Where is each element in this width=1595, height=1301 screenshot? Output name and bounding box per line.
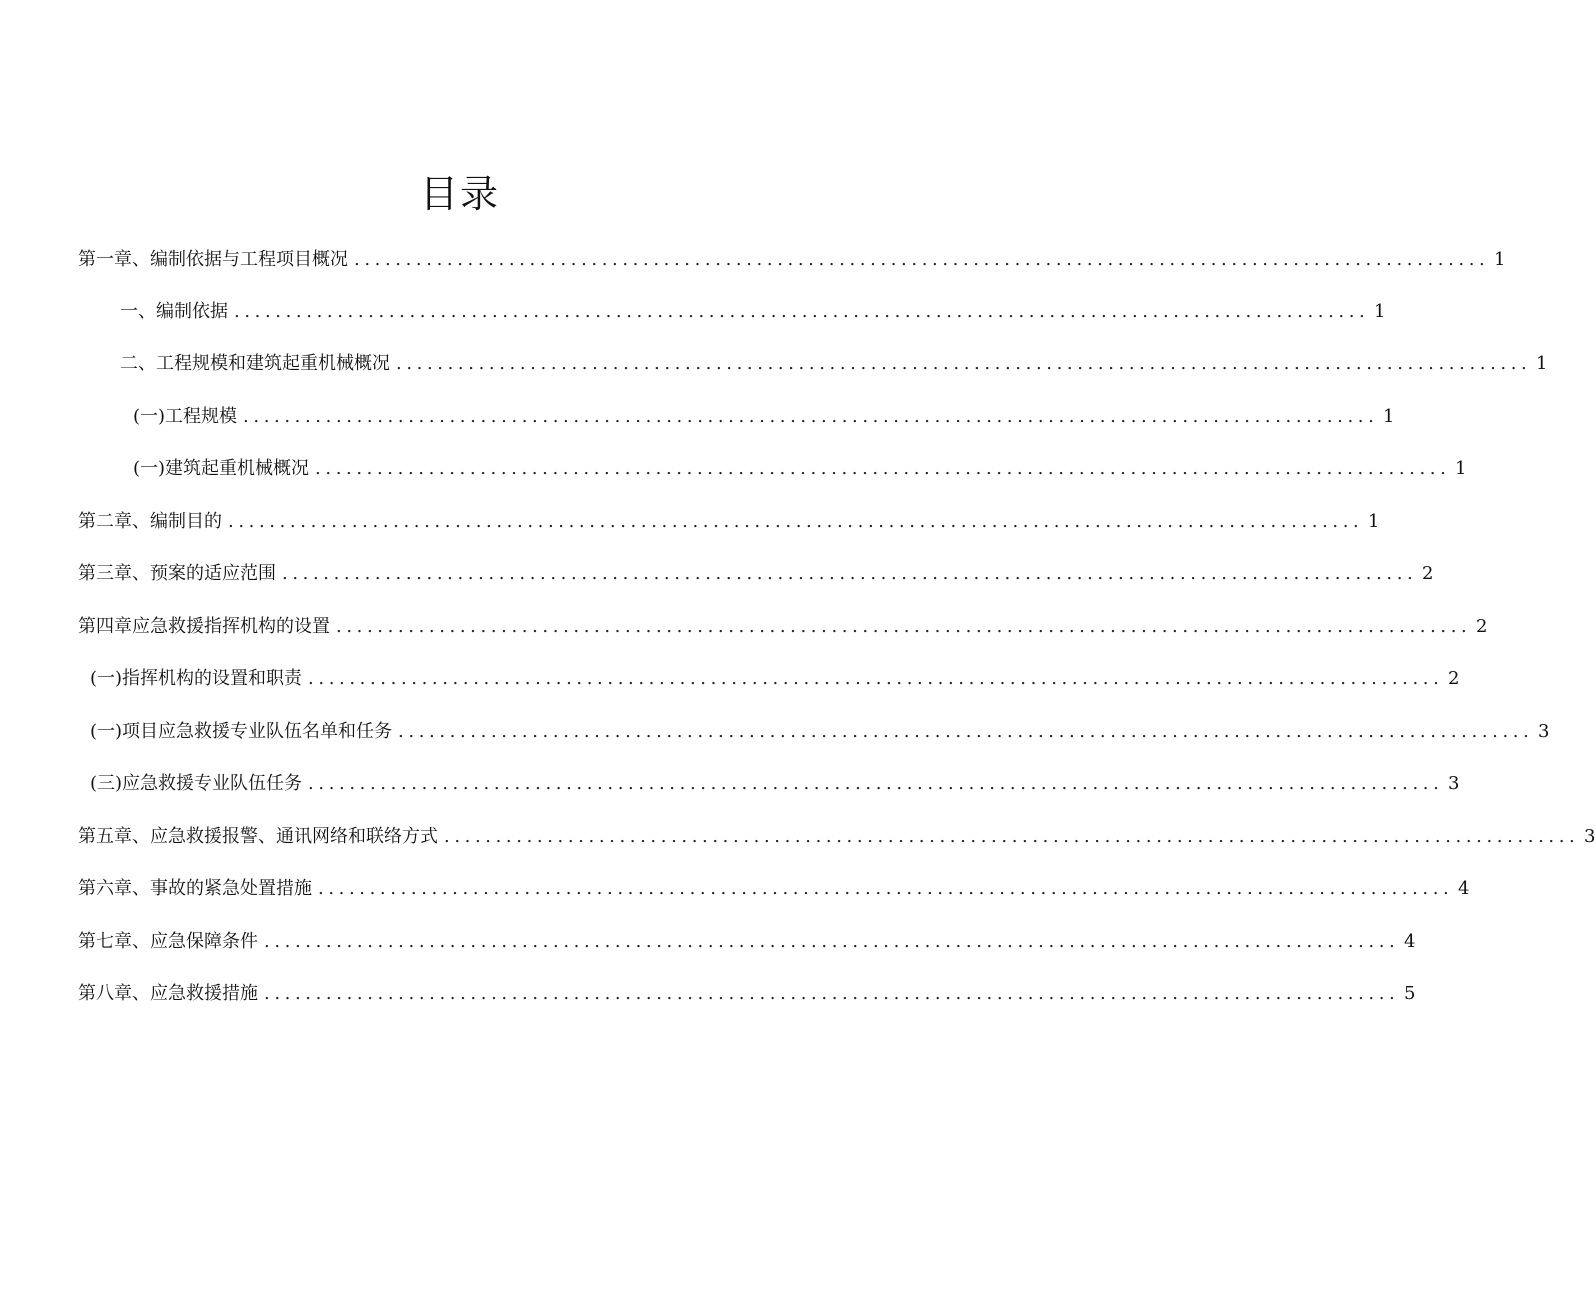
toc-entry-title: 第八章、应急救援措施 — [78, 983, 258, 1004]
toc-dot-leader: .............................................................................................................. — [398, 721, 1534, 742]
toc-page-number: 1 — [1493, 249, 1506, 270]
toc-entry-title: 二、工程规模和建筑起重机械概况 — [120, 353, 390, 374]
toc-dot-leader: .............................................................................................................. — [264, 931, 1400, 952]
toc-entry-title: 第五章、应急救援报警、通讯网络和联络方式 — [78, 826, 438, 847]
toc-page-number: 1 — [1367, 511, 1380, 532]
toc-page-number: 3 — [1537, 721, 1550, 742]
toc-entry-title: (一)指挥机构的设置和职责 — [90, 668, 303, 689]
toc-dot-leader: .............................................................................................................. — [444, 826, 1580, 847]
toc-entry-title: (一)工程规模 — [133, 406, 238, 427]
toc-entry-chapter-2[interactable] — [78, 507, 1380, 537]
toc-entry-title: 一、编制依据 — [120, 301, 228, 322]
toc-entry-title: 第三章、预案的适应范围 — [78, 563, 276, 584]
toc-entry-chapter-7[interactable] — [78, 927, 1416, 957]
toc-entry-chapter-4[interactable] — [78, 612, 1488, 642]
toc-page-number: 4 — [1457, 878, 1470, 899]
toc-dot-leader: .............................................................................................................. — [282, 563, 1418, 584]
toc-entry-chapter-8[interactable] — [78, 979, 1416, 1009]
toc-dot-leader: .............................................................................................................. — [264, 983, 1400, 1004]
toc-page-number: 1 — [1535, 353, 1548, 374]
toc-dot-leader: .............................................................................................................. — [354, 249, 1490, 270]
page-title: 目录 — [419, 172, 500, 216]
toc-page-number: 2 — [1421, 563, 1434, 584]
toc-entry-section-4-2[interactable] — [90, 717, 1550, 747]
toc-entry-subsection-1-2-2[interactable] — [133, 454, 1467, 484]
toc-dot-leader: .............................................................................................................. — [228, 511, 1364, 532]
toc-entry-chapter-3[interactable] — [78, 559, 1434, 589]
toc-entry-section-4-3[interactable] — [90, 769, 1460, 799]
toc-entry-title: (一)建筑起重机械概况 — [133, 458, 310, 479]
toc-page-number: 1 — [1382, 406, 1395, 427]
toc-dot-leader: .............................................................................................................. — [315, 458, 1451, 479]
toc-dot-leader: .............................................................................................................. — [396, 353, 1532, 374]
toc-dot-leader: .............................................................................................................. — [308, 773, 1444, 794]
toc-page-number: 2 — [1475, 616, 1488, 637]
toc-dot-leader: .............................................................................................................. — [308, 668, 1444, 689]
toc-dot-leader: .............................................................................................................. — [234, 301, 1370, 322]
toc-entry-title: 第四章应急救援指挥机构的设置 — [78, 616, 330, 637]
toc-entry-title: (三)应急救援专业队伍任务 — [90, 773, 303, 794]
toc-page-number: 1 — [1454, 458, 1467, 479]
toc-entry-chapter-1[interactable] — [78, 245, 1506, 275]
toc-entry-title: 第二章、编制目的 — [78, 511, 222, 532]
toc-page-number: 3 — [1447, 773, 1460, 794]
toc-page-number: 2 — [1447, 668, 1460, 689]
toc-page-number: 5 — [1403, 983, 1416, 1004]
toc-entry-section-1-1[interactable] — [120, 297, 1386, 327]
toc-entry-chapter-6[interactable] — [78, 874, 1470, 904]
toc-entry-section-1-2[interactable] — [120, 349, 1548, 379]
toc-entry-subsection-1-2-1[interactable] — [133, 402, 1395, 432]
toc-dot-leader: .............................................................................................................. — [243, 406, 1379, 427]
toc-entry-chapter-5[interactable] — [78, 822, 1595, 852]
toc-page-number: 1 — [1373, 301, 1386, 322]
toc-entry-title: 第一章、编制依据与工程项目概况 — [78, 249, 348, 270]
toc-entry-title: 第六章、事故的紧急处置措施 — [78, 878, 312, 899]
toc-page-number: 4 — [1403, 931, 1416, 952]
toc-dot-leader: .............................................................................................................. — [336, 616, 1472, 637]
toc-page-number: 3 — [1583, 826, 1595, 847]
toc-dot-leader: .............................................................................................................. — [318, 878, 1454, 899]
toc-entry-title: (一)项目应急救援专业队伍名单和任务 — [90, 721, 393, 742]
toc-entry-title: 第七章、应急保障条件 — [78, 931, 258, 952]
toc-entry-section-4-1[interactable] — [90, 664, 1460, 694]
